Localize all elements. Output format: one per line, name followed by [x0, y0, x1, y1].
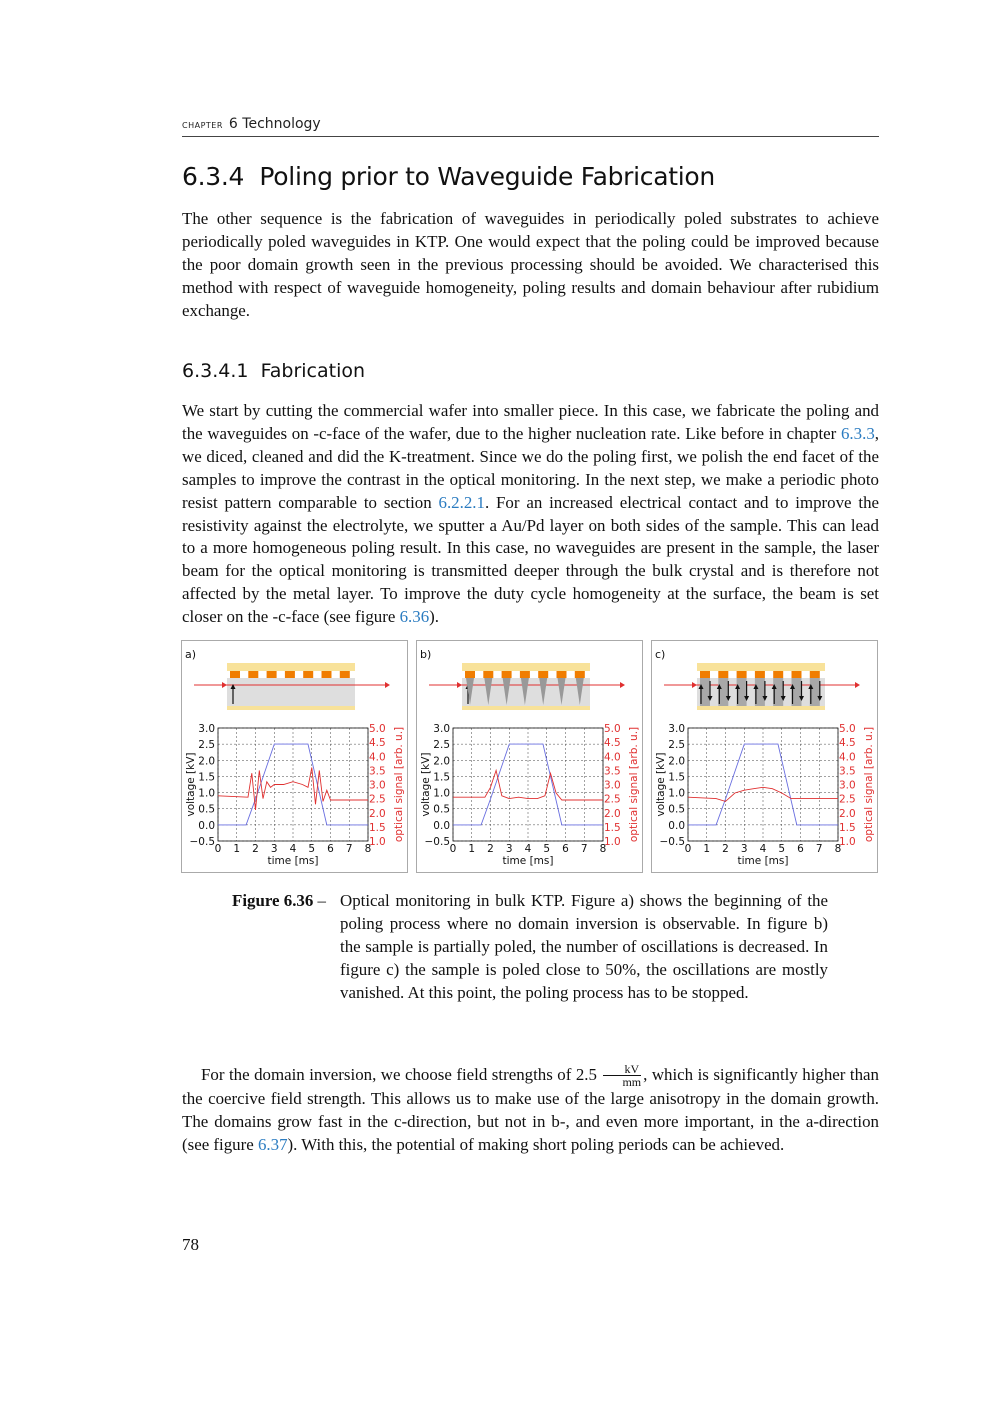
beam-arrow-out-icon — [385, 682, 390, 688]
unit-denominator: mm — [622, 1075, 642, 1089]
unit-numerator: kV — [603, 1063, 641, 1076]
y2-tick-label: 4.5 — [604, 737, 621, 750]
panel-svg — [182, 641, 409, 874]
subsection-title: Fabrication — [260, 360, 366, 382]
electrode-segment — [520, 671, 530, 678]
y-tick-label: 2.5 — [433, 739, 450, 752]
x-tick-label: 6 — [562, 843, 569, 855]
x-tick-label: 0 — [684, 843, 692, 855]
panel-svg — [652, 641, 879, 874]
x-tick-label: 7 — [580, 843, 588, 855]
figure-panel-a — [181, 640, 408, 873]
y-tick-label: 2.5 — [198, 739, 215, 752]
y2-tick-label: 2.5 — [839, 793, 856, 806]
x-tick-label: 6 — [327, 843, 334, 855]
y2-tick-label: 1.5 — [839, 821, 856, 834]
x-tick-label: 4 — [289, 843, 297, 855]
electrode-segment — [483, 671, 493, 678]
figure-link[interactable]: 6.36 — [399, 607, 430, 627]
y-tick-label: 1.5 — [668, 771, 685, 784]
y2-tick-label: 3.0 — [839, 779, 856, 792]
figure-link[interactable]: 6.37 — [257, 1134, 288, 1154]
y-tick-label: 1.0 — [433, 787, 450, 800]
figure-caption — [232, 890, 828, 1005]
y2-tick-label: 3.0 — [604, 779, 621, 792]
panel-label: c) — [655, 648, 666, 661]
panel-label: b) — [420, 648, 432, 661]
y-tick-label: 1.0 — [668, 787, 685, 800]
x-tick-label: 2 — [722, 843, 729, 855]
electrode-segment — [230, 671, 240, 678]
x-axis-label: time [ms] — [737, 855, 789, 867]
x-tick-label: 5 — [778, 843, 786, 855]
section-link[interactable]: 6.2.2.1 — [438, 492, 485, 512]
figure-label-text: Figure 6.36 — [232, 891, 314, 910]
y-tick-label: 1.0 — [198, 787, 215, 800]
y-tick-label: 0.0 — [668, 819, 685, 832]
y2-tick-label: 3.5 — [369, 765, 386, 778]
x-tick-label: 3 — [740, 843, 748, 855]
closing-text-2: , which is significantly higher than the coercive field strength. This allows us to make use of the large anisotropy in the domain growth. The domains grow fast in the c-direction, but not in b-, and even more important, in the a-direction (see figure — [182, 1065, 879, 1154]
y2-tick-label: 2.0 — [369, 807, 386, 820]
y2-axis-label: optical signal [arb. u.] — [863, 726, 875, 843]
y2-tick-label: 4.5 — [369, 737, 386, 750]
y-tick-label: 0.5 — [198, 803, 215, 816]
x-tick-label: 0 — [214, 843, 222, 855]
y-tick-label: 2.0 — [433, 755, 450, 768]
x-tick-label: 8 — [834, 843, 842, 855]
figure-label — [232, 890, 340, 913]
bottom-electrode — [227, 706, 355, 710]
y-tick-label: −0.5 — [189, 836, 215, 848]
x-tick-label: 3 — [270, 843, 278, 855]
x-tick-label: 2 — [487, 843, 494, 855]
x-tick-label: 1 — [233, 843, 241, 855]
page-number: 78 — [182, 1235, 199, 1254]
figure-label-dash: – — [313, 891, 326, 910]
y2-tick-label: 5.0 — [839, 723, 856, 735]
y2-tick-label: 3.5 — [604, 765, 621, 778]
photoresist-layer — [697, 663, 825, 671]
y2-tick-label: 2.0 — [839, 807, 856, 820]
y2-tick-label: 4.0 — [369, 751, 386, 764]
y-tick-label: 3.0 — [668, 723, 685, 735]
ktp-crystal — [227, 678, 355, 706]
y-tick-label: 3.0 — [198, 723, 215, 735]
y-tick-label: 0.0 — [433, 819, 450, 832]
y-axis-label: voltage [kV] — [420, 752, 432, 817]
fabrication-text-1: We start by cutting the commercial wafer into smaller piece. In this case, we fabricate the poling and the waveguides on -c-face of the wafer, due to the higher nucleation rate. Like before in chapter — [182, 401, 879, 443]
x-tick-label: 8 — [364, 843, 372, 855]
electrode-segment — [810, 671, 820, 678]
electrode-segment — [737, 671, 747, 678]
x-axis-label: time [ms] — [267, 855, 319, 867]
figure-panel-c — [651, 640, 878, 873]
electrode-segment — [557, 671, 567, 678]
electrode-segment — [575, 671, 585, 678]
chapter-title: Technology — [242, 116, 321, 132]
electrode-segment — [465, 671, 475, 678]
y-tick-label: 2.0 — [198, 755, 215, 768]
section-number: 6.3.4 — [182, 162, 245, 191]
y-axis-label: voltage [kV] — [185, 752, 197, 817]
closing-text-1: For the domain inversion, we choose field strengths of 2.5 — [201, 1065, 602, 1084]
electrode-segment — [285, 671, 295, 678]
electrode-segment — [267, 671, 277, 678]
x-tick-label: 4 — [524, 843, 532, 855]
chapter-word: chapter — [182, 117, 223, 131]
photoresist-layer — [227, 663, 355, 671]
fabrication-text-4: ). — [429, 607, 439, 627]
y2-tick-label: 5.0 — [369, 723, 386, 735]
y-tick-label: 2.5 — [668, 739, 685, 752]
y2-tick-label: 4.5 — [839, 737, 856, 750]
y2-tick-label: 1.5 — [604, 821, 621, 834]
x-tick-label: 1 — [468, 843, 476, 855]
fabrication-text-2: , we diced, cleaned and did the K-treatment. Since we do the poling first, we polish the end facet of the samples to improve the contrast in the optical monitoring. In the next step, we make a periodic photo resist pattern comparable to section — [182, 423, 879, 512]
figure-panel-b — [416, 640, 643, 873]
y-tick-label: −0.5 — [424, 836, 450, 848]
y2-tick-label: 3.0 — [369, 779, 386, 792]
chapter-number: 6 — [228, 116, 238, 132]
intro-paragraph: The other sequence is the fabrication of waveguides in periodically poled substrates to achieve periodically poled waveguides in KTP. One would expect that the poling could be improved because the poor domain growth seen in the previous processing should be avoided. We characterised this method with respect of waveguide homogeneity, poling results and domain behaviour after rubidium exchange. — [182, 209, 879, 320]
section-heading — [182, 162, 715, 191]
beam-arrow-in-icon — [692, 682, 697, 688]
beam-arrow-in-icon — [222, 682, 227, 688]
y2-tick-label: 2.5 — [604, 793, 621, 806]
x-tick-label: 7 — [345, 843, 353, 855]
x-tick-label: 7 — [815, 843, 823, 855]
x-tick-label: 4 — [759, 843, 767, 855]
y-tick-label: −0.5 — [659, 836, 685, 848]
y-tick-label: 0.5 — [668, 803, 685, 816]
electrode-segment — [502, 671, 512, 678]
x-tick-label: 0 — [449, 843, 457, 855]
electrode-segment — [792, 671, 802, 678]
beam-arrow-in-icon — [457, 682, 462, 688]
closing-text-3: ). With this, the potential of making short poling periods can be achieved. — [287, 1134, 785, 1154]
electrode-segment — [340, 671, 350, 678]
y-tick-label: 0.5 — [433, 803, 450, 816]
bottom-electrode — [462, 706, 590, 710]
x-tick-label: 5 — [308, 843, 316, 855]
electrode-segment — [718, 671, 728, 678]
x-tick-label: 8 — [599, 843, 607, 855]
beam-arrow-out-icon — [855, 682, 860, 688]
fabrication-text-3: . For an increased electrical contact and to improve the resistivity against the electrolyte, we sputter a Au/Pd layer on both sides of the sample. This can lead to a more homogeneous poling result. In this case, no waveguides are present in the sample, the laser beam for the optical monitoring is transmitted deeper through the bulk crystal and is therefore not affected by the metal layer. To improve the duty cycle homogeneity at the surface, the beam is set closer on the -c-face (see figure — [182, 492, 880, 627]
y-tick-label: 3.0 — [433, 723, 450, 735]
subsection-heading — [182, 360, 365, 382]
beam-arrow-out-icon — [620, 682, 625, 688]
section-title: Poling prior to Waveguide Fabrication — [259, 162, 715, 191]
x-tick-label: 1 — [703, 843, 711, 855]
y2-tick-label: 4.0 — [604, 751, 621, 764]
y2-axis-label: optical signal [arb. u.] — [393, 726, 405, 843]
y-tick-label: 0.0 — [198, 819, 215, 832]
electrode-segment — [248, 671, 258, 678]
y-tick-label: 2.0 — [668, 755, 685, 768]
closing-paragraph — [182, 1063, 879, 1157]
y2-tick-label: 1.0 — [604, 836, 621, 848]
y2-tick-label: 1.5 — [369, 821, 386, 834]
electrode-segment — [322, 671, 332, 678]
y2-tick-label: 2.0 — [604, 807, 621, 820]
x-axis-label: time [ms] — [502, 855, 554, 867]
unit-fraction — [603, 1063, 641, 1088]
electrode-segment — [773, 671, 783, 678]
chapter-link[interactable]: 6.3.3 — [840, 423, 875, 443]
electrode-segment — [303, 671, 313, 678]
y-axis-label: voltage [kV] — [655, 752, 667, 817]
electrode-segment — [755, 671, 765, 678]
electrode-segment — [538, 671, 548, 678]
electrode-segment — [700, 671, 710, 678]
y2-tick-label: 3.5 — [839, 765, 856, 778]
fabrication-paragraph — [182, 400, 879, 629]
y2-tick-label: 1.0 — [839, 836, 856, 848]
photoresist-layer — [462, 663, 590, 671]
panel-svg — [417, 641, 644, 874]
y2-tick-label: 4.0 — [839, 751, 856, 764]
bottom-electrode — [697, 706, 825, 710]
subsection-number: 6.3.4.1 — [182, 360, 249, 382]
y-tick-label: 1.5 — [433, 771, 450, 784]
running-header — [182, 116, 879, 137]
y-tick-label: 1.5 — [198, 771, 215, 784]
x-tick-label: 2 — [252, 843, 259, 855]
x-tick-label: 3 — [505, 843, 513, 855]
y2-tick-label: 1.0 — [369, 836, 386, 848]
x-tick-label: 5 — [543, 843, 551, 855]
y2-axis-label: optical signal [arb. u.] — [628, 726, 640, 843]
y2-tick-label: 2.5 — [369, 793, 386, 806]
y2-tick-label: 5.0 — [604, 723, 621, 735]
figure-caption-text: Optical monitoring in bulk KTP. Figure a) shows the beginning of the poling process where no domain inversion is observable. In figure b) the sample is partially poled, the number of oscillations is decreased. In figure c) the sample is poled close to 50%, the oscillations are mostly vanished. At this point, the poling process has to be stopped. — [340, 891, 828, 1002]
x-tick-label: 6 — [797, 843, 804, 855]
panel-label: a) — [185, 648, 197, 661]
